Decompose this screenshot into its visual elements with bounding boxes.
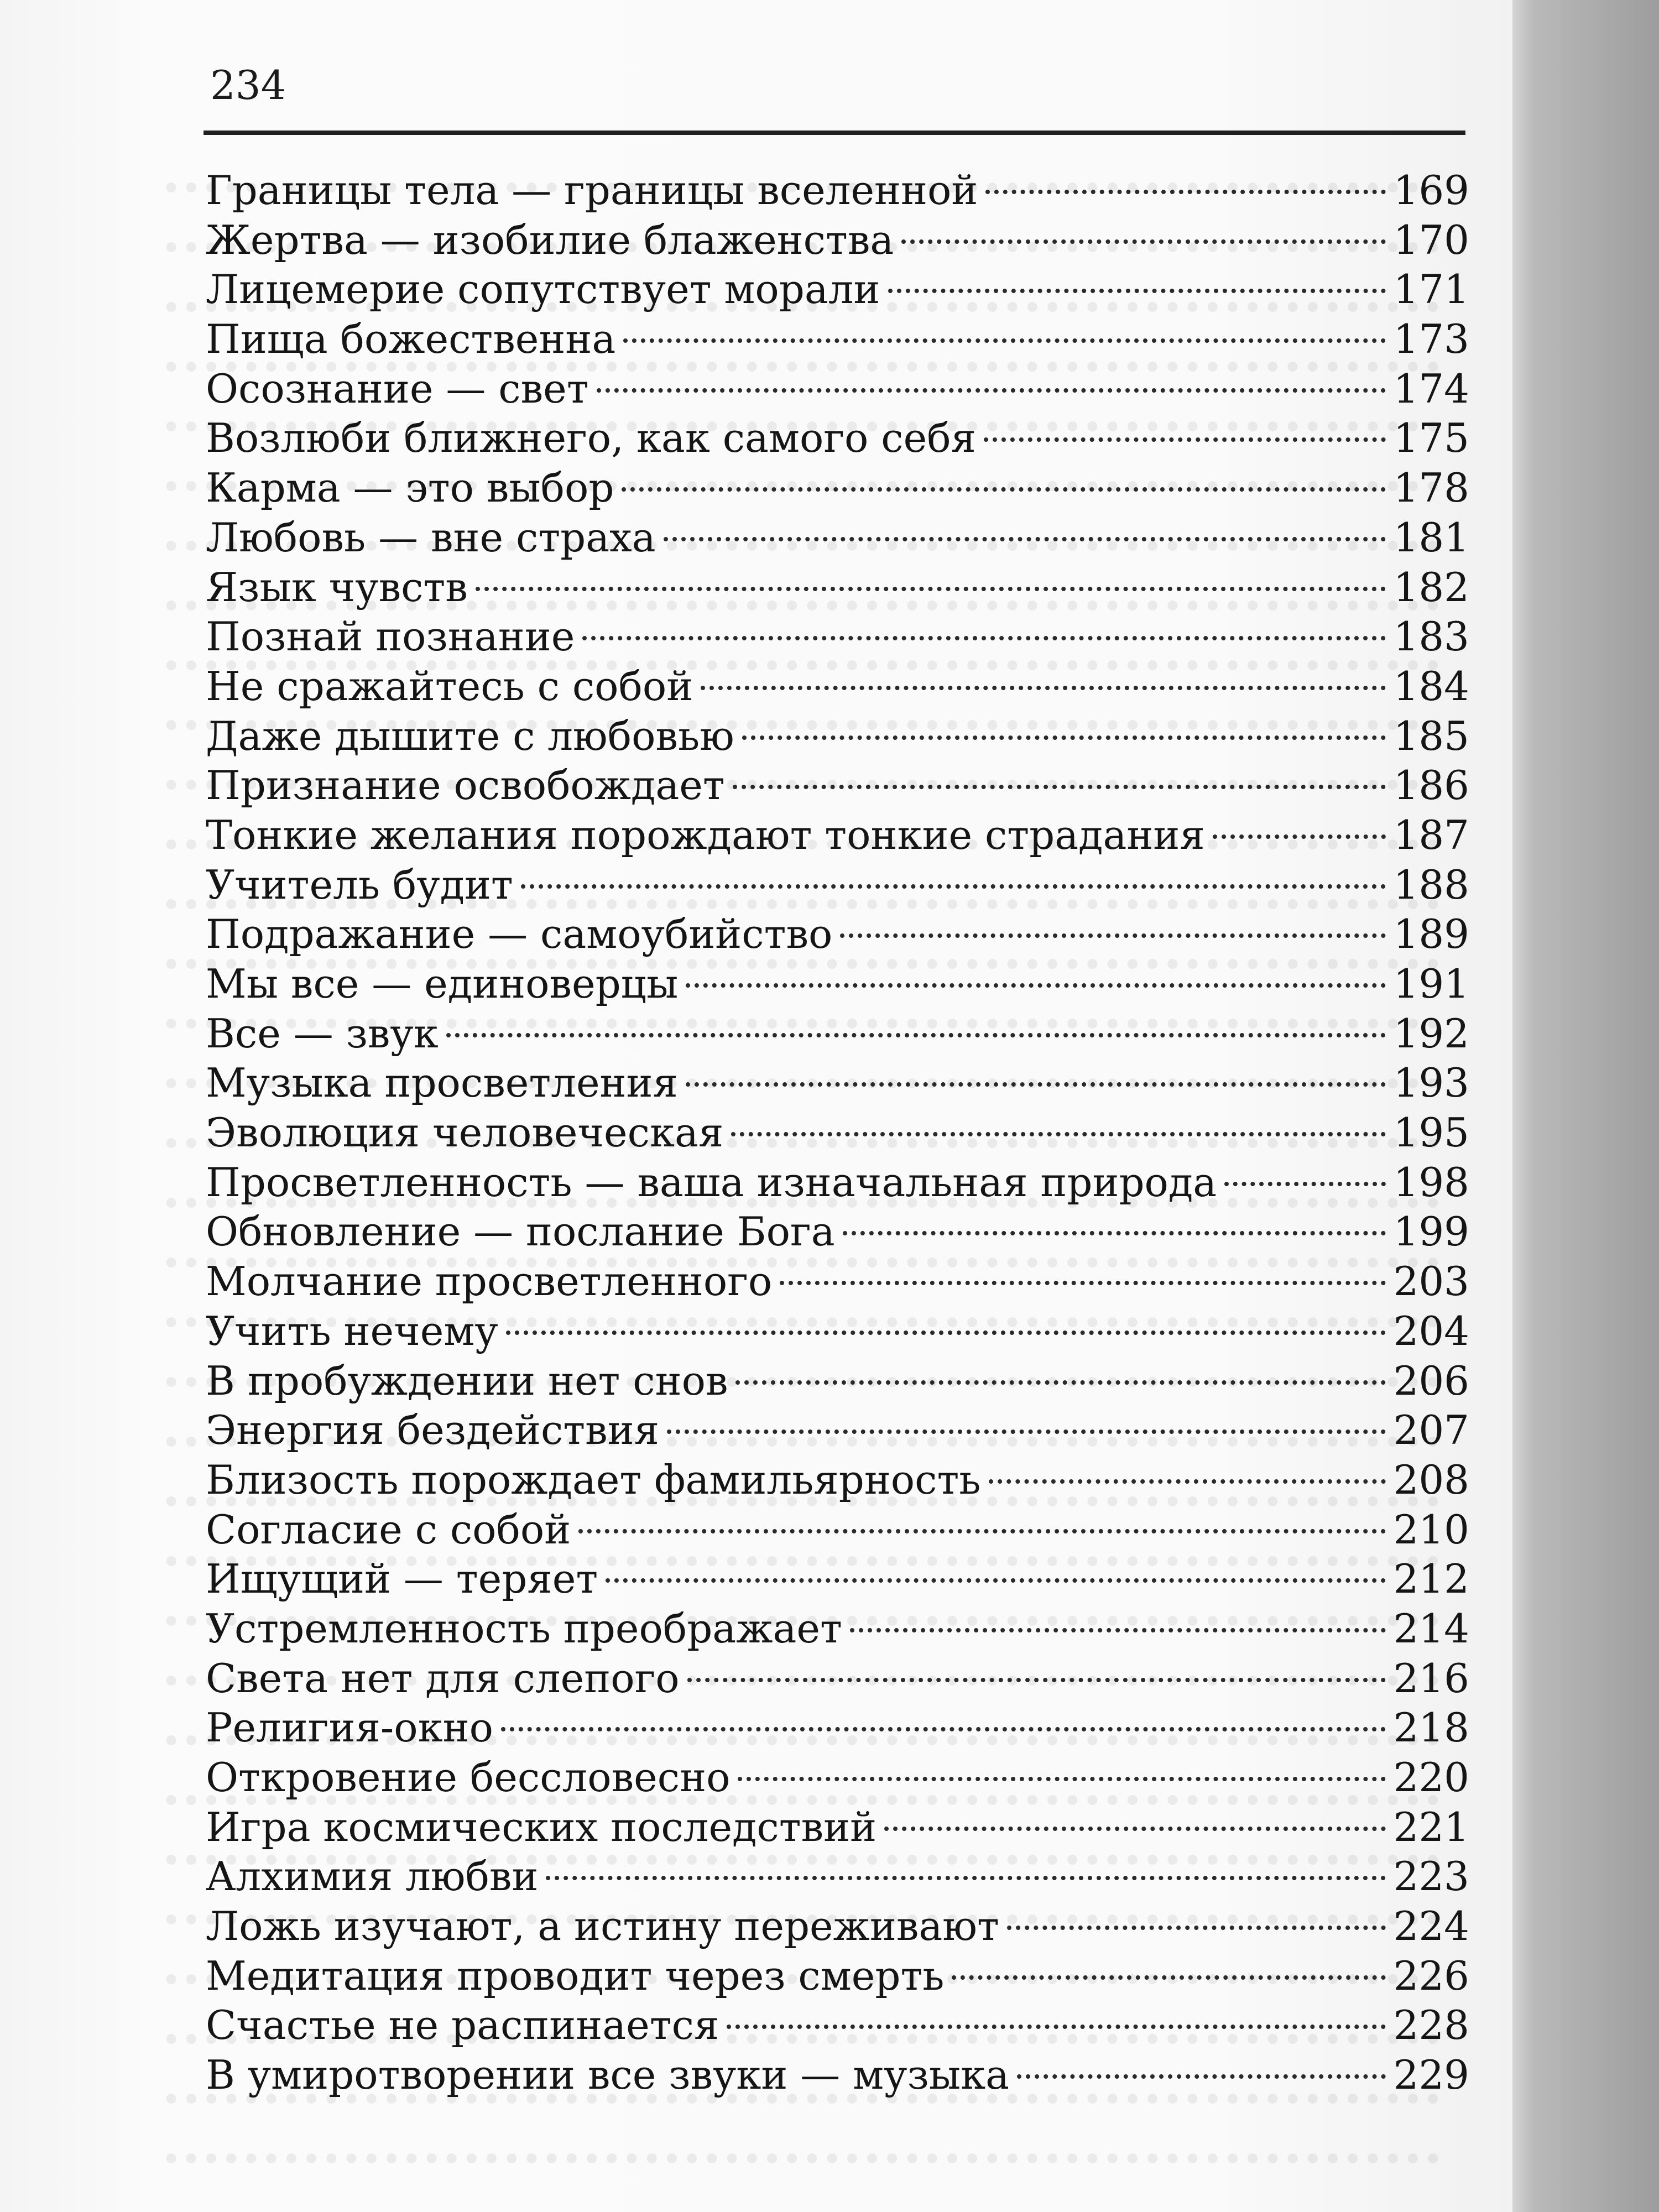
toc-entry bbox=[206, 414, 1469, 463]
toc-entry-page-number: 199 bbox=[1393, 1208, 1469, 1255]
toc-entry-page-number: 192 bbox=[1393, 1010, 1469, 1057]
toc-entry-title: Близость порождает фамильярность bbox=[206, 1456, 981, 1503]
toc-entry-title: Музыка просветления bbox=[206, 1060, 678, 1107]
toc-entry-page-number: 191 bbox=[1393, 961, 1469, 1007]
dot-leader bbox=[1017, 2074, 1386, 2079]
toc-entry bbox=[206, 959, 1469, 1009]
toc-entry-title: Ищущий — теряет bbox=[206, 1556, 598, 1603]
toc-entry bbox=[206, 910, 1469, 959]
toc-entry-page-number: 204 bbox=[1393, 1307, 1469, 1354]
toc-entry bbox=[206, 2051, 1469, 2100]
toc-entry bbox=[206, 463, 1469, 513]
toc-entry-page-number: 173 bbox=[1393, 316, 1469, 363]
dot-leader bbox=[606, 1578, 1385, 1583]
toc-entry bbox=[206, 712, 1469, 761]
toc-entry-page-number: 193 bbox=[1393, 1060, 1469, 1107]
toc-entry bbox=[206, 1952, 1469, 2001]
toc-entry bbox=[206, 1058, 1469, 1108]
dot-leader bbox=[884, 1827, 1385, 1831]
toc-entry-page-number: 178 bbox=[1393, 465, 1469, 512]
toc-entry-title: Границы тела — границы вселенной bbox=[206, 167, 978, 213]
toc-entry bbox=[206, 216, 1469, 265]
dot-leader bbox=[476, 587, 1386, 591]
toc-entry-title: Возлюби ближнего, как самого себя bbox=[206, 415, 976, 462]
toc-entry bbox=[206, 166, 1469, 216]
toc-entry bbox=[206, 1406, 1469, 1455]
toc-entry bbox=[206, 1108, 1469, 1158]
dot-leader bbox=[901, 239, 1385, 244]
toc-entry bbox=[206, 265, 1469, 315]
toc-entry-page-number: 206 bbox=[1393, 1357, 1469, 1404]
toc-entry-title: В умиротворении все звуки — музыка bbox=[206, 2052, 1010, 2099]
toc-entry-page-number: 210 bbox=[1393, 1506, 1469, 1553]
dot-leader bbox=[501, 1727, 1386, 1731]
toc-entry bbox=[206, 315, 1469, 364]
toc-entry-page-number: 174 bbox=[1393, 365, 1469, 412]
toc-entry-title: Лицемерие сопутствует морали bbox=[206, 266, 880, 313]
toc-entry bbox=[206, 1455, 1469, 1505]
toc-entry bbox=[206, 1207, 1469, 1257]
toc-entry-title: Религия-окно bbox=[206, 1704, 493, 1751]
toc-entry bbox=[206, 1357, 1469, 1406]
dot-leader bbox=[731, 1132, 1385, 1136]
toc-entry bbox=[206, 1307, 1469, 1357]
dot-leader bbox=[989, 1479, 1386, 1484]
toc-entry-title: Осознание — свет bbox=[206, 365, 589, 412]
toc-entry bbox=[206, 1803, 1469, 1853]
toc-entry-page-number: 195 bbox=[1393, 1109, 1469, 1156]
toc-entry-page-number: 185 bbox=[1393, 712, 1469, 759]
toc-entry-title: Признание освобождает bbox=[206, 762, 725, 809]
toc-entry-title: Устремленность преображает bbox=[206, 1605, 842, 1652]
toc-entry-title: Карма — это выбор bbox=[206, 465, 614, 512]
dot-leader bbox=[1224, 1182, 1385, 1186]
toc-entry bbox=[206, 2001, 1469, 2051]
toc-entry bbox=[206, 364, 1469, 414]
toc-entry-title: Ложь изучают, а истину переживают bbox=[206, 1903, 999, 1950]
dot-leader bbox=[686, 983, 1385, 988]
toc-entry-page-number: 182 bbox=[1393, 564, 1469, 611]
toc-entry-page-number: 198 bbox=[1393, 1159, 1469, 1206]
toc-entry-title: Тонкие желания порождают тонкие страдания bbox=[206, 811, 1205, 858]
toc-entry-title: Согласие с собой bbox=[206, 1506, 571, 1553]
dot-leader bbox=[1213, 834, 1386, 839]
toc-entry bbox=[206, 811, 1469, 860]
toc-entry-page-number: 188 bbox=[1393, 861, 1469, 908]
toc-entry-title: Познай познание bbox=[206, 613, 575, 660]
toc-entry-title: Даже дышите с любовью bbox=[206, 712, 734, 759]
dot-leader bbox=[840, 933, 1385, 938]
scanner-background bbox=[1512, 0, 1659, 2212]
toc-entry bbox=[206, 761, 1469, 811]
dot-leader bbox=[578, 1529, 1385, 1533]
dot-leader bbox=[780, 1281, 1385, 1285]
toc-entry-page-number: 186 bbox=[1393, 762, 1469, 809]
toc-entry bbox=[206, 1703, 1469, 1753]
toc-entry-title: Жертва — изобилие блаженства bbox=[206, 216, 894, 263]
toc-entry bbox=[206, 1257, 1469, 1307]
dot-leader bbox=[733, 785, 1386, 789]
toc-entry bbox=[206, 1009, 1469, 1059]
toc-entry-title: Медитация проводит через смерть bbox=[206, 1952, 945, 1999]
toc-entry-title: Счастье не распинается bbox=[206, 2002, 719, 2049]
dot-leader bbox=[843, 1231, 1386, 1235]
toc-entry bbox=[206, 1604, 1469, 1654]
dot-leader bbox=[738, 1777, 1385, 1781]
toc-entry-page-number: 207 bbox=[1393, 1407, 1469, 1454]
toc-entry-page-number: 218 bbox=[1393, 1704, 1469, 1751]
toc-entry-title: Не сражайтесь с собой bbox=[206, 662, 693, 709]
toc-entry-page-number: 223 bbox=[1393, 1853, 1469, 1900]
toc-entry bbox=[206, 1654, 1469, 1704]
toc-entry bbox=[206, 1158, 1469, 1208]
dot-leader bbox=[446, 1033, 1386, 1037]
dot-leader bbox=[727, 2025, 1385, 2029]
toc-entry-title: Откровение бессловесно bbox=[206, 1754, 731, 1801]
toc-entry bbox=[206, 612, 1469, 662]
table-of-contents bbox=[206, 166, 1469, 2157]
toc-entry-page-number: 208 bbox=[1393, 1456, 1469, 1503]
toc-entry-page-number: 169 bbox=[1393, 167, 1469, 213]
dot-leader bbox=[952, 1975, 1385, 1980]
toc-entry bbox=[206, 1753, 1469, 1803]
toc-entry-page-number: 175 bbox=[1393, 415, 1469, 462]
toc-entry-title: Подражание — самоубийство bbox=[206, 911, 833, 958]
toc-entry-title: Энергия бездействия bbox=[206, 1407, 660, 1454]
dot-leader bbox=[701, 686, 1385, 690]
toc-entry-page-number: 181 bbox=[1393, 514, 1469, 561]
dot-leader bbox=[667, 1430, 1386, 1434]
toc-entry bbox=[206, 1902, 1469, 1952]
toc-entry-title: Молчание просветленного bbox=[206, 1258, 773, 1305]
toc-entry-title: Учить нечему bbox=[206, 1307, 498, 1354]
toc-entry-title: В пробуждении нет снов bbox=[206, 1357, 728, 1404]
dot-leader bbox=[546, 1876, 1385, 1880]
toc-entry-page-number: 220 bbox=[1393, 1754, 1469, 1801]
toc-entry-page-number: 216 bbox=[1393, 1655, 1469, 1702]
dot-leader bbox=[622, 487, 1385, 492]
toc-entry bbox=[206, 662, 1469, 712]
toc-entry bbox=[206, 563, 1469, 613]
dot-leader bbox=[521, 884, 1386, 889]
toc-entry-title: Света нет для слепого bbox=[206, 1655, 680, 1702]
dot-leader bbox=[623, 338, 1385, 343]
toc-entry-title: Алхимия любви bbox=[206, 1853, 539, 1900]
toc-entry-title: Пища божественна bbox=[206, 316, 616, 363]
toc-entry bbox=[206, 1852, 1469, 1902]
dot-leader bbox=[506, 1331, 1386, 1335]
toc-entry-page-number: 226 bbox=[1393, 1952, 1469, 1999]
toc-entry-page-number: 212 bbox=[1393, 1556, 1469, 1603]
toc-entry-title: Язык чувств bbox=[206, 564, 468, 611]
toc-entry-page-number: 183 bbox=[1393, 613, 1469, 660]
toc-entry-page-number: 214 bbox=[1393, 1605, 1469, 1652]
toc-entry-title: Просветленность — ваша изначальная природа bbox=[206, 1159, 1217, 1206]
toc-entry-page-number: 229 bbox=[1393, 2052, 1469, 2099]
toc-entry bbox=[206, 513, 1469, 563]
dot-leader bbox=[687, 1678, 1386, 1682]
toc-entry-title: Мы все — единоверцы bbox=[206, 961, 679, 1007]
dot-leader bbox=[664, 537, 1386, 541]
toc-entry-page-number: 189 bbox=[1393, 911, 1469, 958]
dot-leader bbox=[742, 735, 1386, 740]
header-rule bbox=[204, 131, 1465, 135]
toc-entry bbox=[206, 860, 1469, 910]
dot-leader bbox=[1007, 1926, 1386, 1930]
toc-entry-title: Обновление — послание Бога bbox=[206, 1208, 835, 1255]
page-number: 234 bbox=[210, 62, 286, 108]
toc-entry-page-number: 187 bbox=[1393, 811, 1469, 858]
toc-entry-title: Игра космических последствий bbox=[206, 1803, 877, 1850]
toc-entry-title: Все — звук bbox=[206, 1010, 439, 1057]
dot-leader bbox=[888, 289, 1386, 293]
dot-leader bbox=[582, 636, 1385, 640]
dot-leader bbox=[735, 1380, 1385, 1385]
dot-leader bbox=[850, 1628, 1386, 1632]
toc-entry-page-number: 228 bbox=[1393, 2002, 1469, 2049]
toc-entry-page-number: 224 bbox=[1393, 1903, 1469, 1950]
toc-entry-page-number: 170 bbox=[1393, 216, 1469, 263]
toc-entry-title: Учитель будит bbox=[206, 861, 513, 908]
toc-entry-page-number: 203 bbox=[1393, 1258, 1469, 1305]
dot-leader bbox=[686, 1082, 1386, 1087]
toc-entry-page-number: 184 bbox=[1393, 662, 1469, 709]
dot-leader bbox=[597, 388, 1386, 393]
toc-entry-title: Любовь — вне страха bbox=[206, 514, 656, 561]
dot-leader bbox=[984, 437, 1386, 442]
toc-entry-title: Эволюция человеческая bbox=[206, 1109, 724, 1156]
toc-entry bbox=[206, 1505, 1469, 1555]
toc-entry-page-number: 171 bbox=[1393, 266, 1469, 313]
dot-leader bbox=[985, 190, 1385, 194]
toc-entry bbox=[206, 1554, 1469, 1604]
toc-entry-page-number: 221 bbox=[1393, 1803, 1469, 1850]
